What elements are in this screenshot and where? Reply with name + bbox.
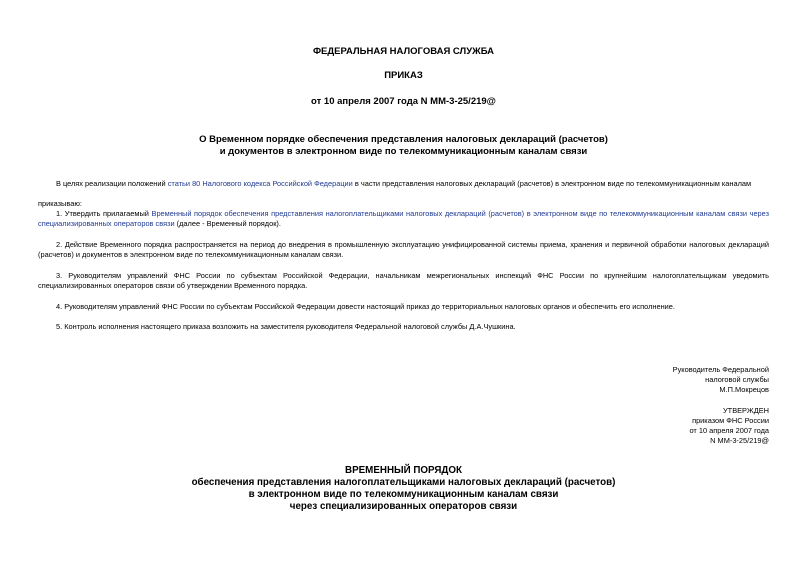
approval-order: приказом ФНС России [692,416,769,425]
approval-number: N ММ-3-25/219@ [710,436,769,445]
agency-heading: ФЕДЕРАЛЬНАЯ НАЛОГОВАЯ СЛУЖБА [312,46,495,57]
order-item-2: 2. Действие Временного порядка распространяется на период до внедрения в промышленную эксплуатацию унифицированной системы приема, хранения и первичной обработки налоговых деклараций (расчетов) и документов в электронном виде по телекоммуникационным каналам связи. [38,240,769,259]
order-item-3: 3. Руководителям управлений ФНС России по субъектам Российской Федерации, начальникам межрегиональных инспекций ФНС России по крупнейшим налогоплательщикам уведомить специализированных операторов связи об утверждении Временного порядка. [38,271,769,290]
doc-type-heading: ПРИКАЗ [384,70,423,81]
signature-name: М.П.Мокрецов [719,385,769,394]
annex-title-line2: обеспечения представления налогоплательщиками налоговых деклараций (расчетов) [191,477,616,488]
item1-text-before: 1. Утвердить прилагаемый [56,209,152,218]
temporary-procedure-link[interactable]: Временный порядок обеспечения представления налогоплательщиками налоговых деклараций (расчетов) в электронном виде по телекоммуникационным каналам связи через специализированных операторов связи [38,209,769,228]
item1-text-after: (далее - Временный порядок). [174,219,281,228]
preamble-text-before: В целях реализации положений [56,179,168,188]
annex-title-line4: через специализированных операторов связи [289,501,518,512]
order-item-4: 4. Руководителям управлений ФНС России по субъектам Российской Федерации довести настоящий приказ до территориальных налоговых органов и обеспечить его исполнение. [56,302,675,311]
approval-title: УТВЕРЖДЕН [722,406,769,415]
preamble-paragraph [56,179,776,189]
signature-block [673,365,769,395]
approval-block [689,406,769,446]
approval-date: от 10 апреля 2007 года [689,426,769,435]
signature-agency: налоговой службы [705,375,769,384]
order-item-1 [38,209,769,229]
signature-position: Руководитель Федеральной [672,365,769,374]
doc-date-number: от 10 апреля 2007 года N ММ-3-25/219@ [311,96,496,107]
preamble-text-after: в части представления налоговых деклараций (расчетов) в электронном виде по телекоммуникационным каналам [352,179,752,188]
doc-title-line2: и документов в электронном виде по телекоммуникационным каналам связи [219,146,588,157]
annex-title-line3: в электронном виде по телекоммуникационным каналам связи [248,489,559,500]
doc-title-line1: О Временном порядке обеспечения представления налоговых деклараций (расчетов) [199,134,608,145]
tax-code-article-link[interactable]: статьи 80 Налогового кодекса Российской Федерации [167,179,353,188]
order-item-5: 5. Контроль исполнения настоящего приказа возложить на заместителя руководителя Федеральной налоговой службы Д.А.Чушкина. [56,322,516,331]
annex-title-line1: ВРЕМЕННЫЙ ПОРЯДОК [345,465,462,476]
orders-word: приказываю: [38,199,82,208]
